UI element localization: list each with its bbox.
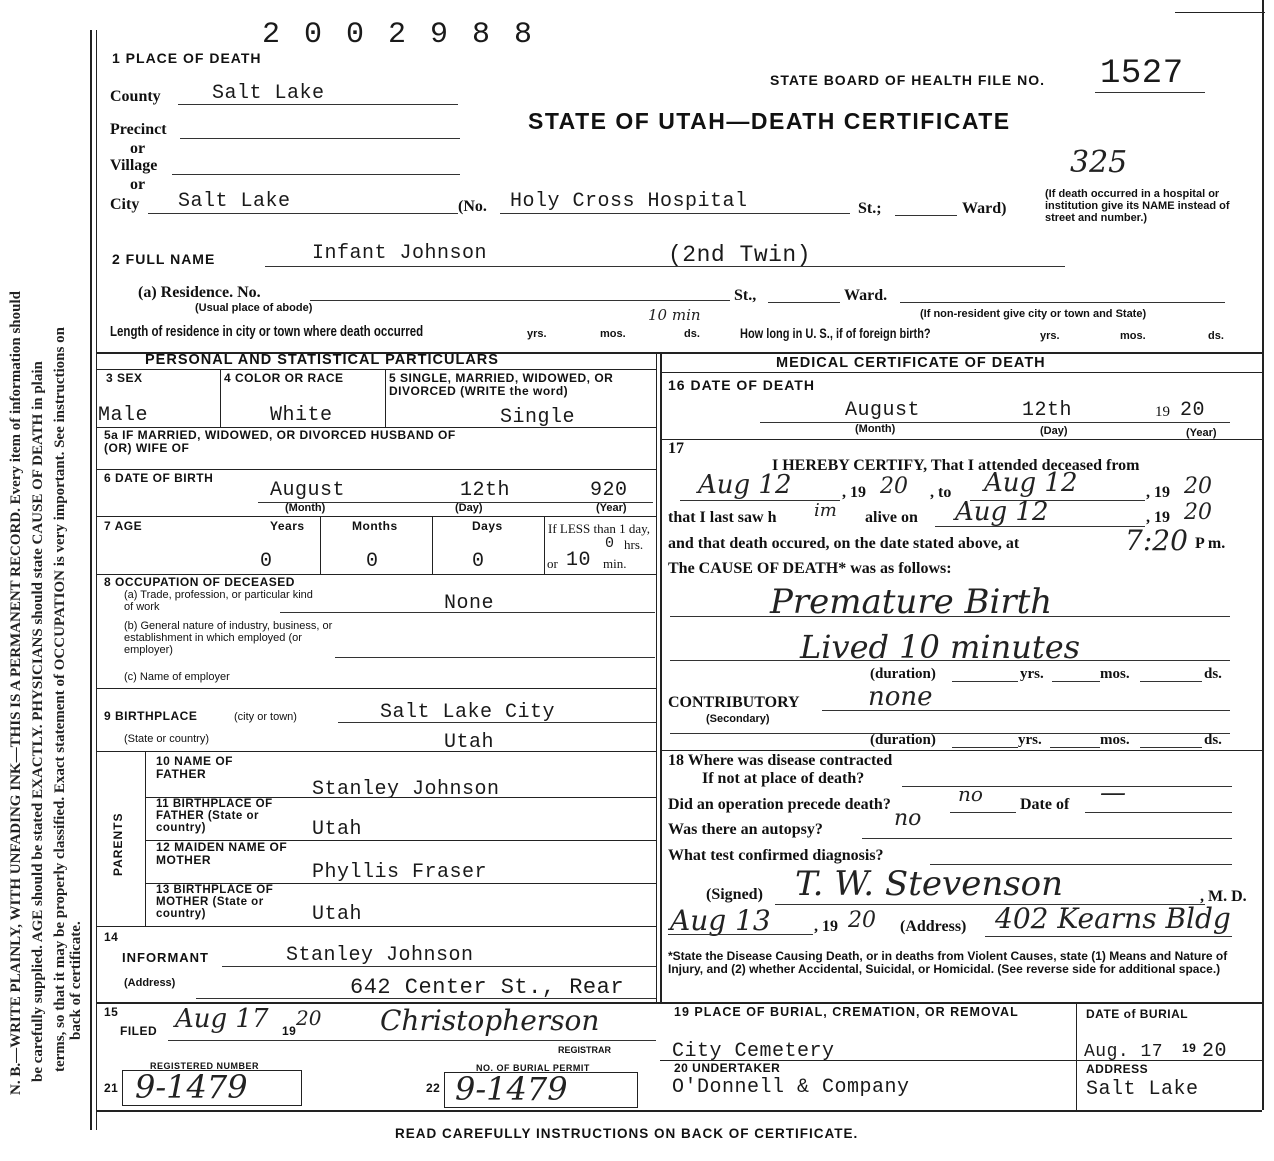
burial-year: 20: [1202, 1040, 1228, 1063]
street-label: St.;: [858, 200, 882, 217]
date-of-label: Date of: [1020, 796, 1070, 813]
file-no-label: STATE BOARD OF HEALTH FILE NO.: [770, 72, 1045, 88]
duration-yrs-underline: [952, 681, 1018, 682]
q18-label: 18 Where was disease contracted: [668, 752, 893, 769]
occupation-b-label: (b) General nature of industry, business, or establishment in which employed (or employer): [124, 620, 333, 656]
parents-label: PARENTS: [111, 812, 125, 876]
undertaker-address-value: Salt Lake: [1086, 1078, 1199, 1101]
us-residence-label: How long in U. S., if of foreign birth?: [740, 326, 931, 342]
village-underline: [172, 174, 460, 175]
margin-instruction-line4: back of certificate.: [68, 921, 84, 1040]
row8-bottom-line: [96, 688, 656, 689]
alive-year: 20: [1184, 500, 1212, 525]
cause-label: The CAUSE OF DEATH* was as follows:: [668, 560, 952, 577]
row17-bottom-line: [660, 750, 1262, 751]
from-19: , 19: [842, 484, 866, 501]
medical-title-line: [660, 372, 1262, 373]
informant-number: 14: [104, 930, 119, 944]
age-years-caption: Years: [270, 519, 305, 533]
length-yrs-label: yrs.: [527, 328, 547, 340]
occupation-b-underline: [335, 657, 655, 658]
certify-number: 17: [668, 440, 684, 457]
autopsy-label: Was there an autopsy?: [668, 821, 823, 838]
personal-title-line: [96, 369, 656, 370]
city-underline: [148, 213, 458, 214]
color-label: 4 COLOR OR RACE: [224, 371, 344, 385]
hospital-value: Holy Cross Hospital: [510, 190, 748, 213]
filed-underline: [168, 1040, 656, 1041]
occupation-a-label: (a) Trade, profession, or particular kind of work: [124, 589, 313, 613]
mother-name-value: Phyllis Fraser: [312, 861, 488, 884]
sex-label: 3 SEX: [106, 371, 143, 385]
registered-number-value: 9-1479: [135, 1068, 248, 1106]
us-yrs-label: yrs.: [1040, 330, 1060, 342]
grid-bottom-line: [96, 1110, 1262, 1112]
contributory-label: CONTRIBUTORY: [668, 694, 800, 711]
footer-instructions: READ CAREFULLY INSTRUCTIONS ON BACK OF CERTIFICATE.: [395, 1126, 859, 1141]
burial-date-value: Aug. 17: [1084, 1042, 1164, 1062]
from-year: 20: [880, 474, 908, 499]
occupation-a-underline: [280, 612, 655, 613]
filed-number: 15: [104, 1005, 119, 1019]
burial-19: 19: [1182, 1041, 1197, 1055]
duration-label-1: (duration): [870, 666, 936, 682]
informant-label: INFORMANT: [122, 950, 209, 965]
handwritten-number: 325: [1070, 145, 1128, 180]
informant-underline: [222, 966, 656, 967]
length-residence-label: Length of residence in city or town where death occurred: [110, 324, 424, 340]
autopsy-underline: [862, 838, 1232, 839]
registered-number-prefix: 21: [104, 1081, 119, 1095]
ward-underline: [895, 215, 957, 216]
marital-value: Single: [500, 406, 576, 429]
full-name-underline: [265, 266, 1065, 267]
informant-address-value: 642 Center St., Rear: [350, 975, 625, 1000]
contributory-underline: [822, 710, 1230, 711]
death-occurred-text: and that death occured, on the date stated above, at: [668, 535, 1020, 552]
dod-underline: [760, 422, 1230, 423]
dob-label: 6 DATE OF BIRTH: [104, 471, 214, 485]
signed-address-value: 402 Kearns Bldg: [995, 902, 1231, 935]
duration-ds-2: ds.: [1204, 732, 1222, 748]
dod-day-caption: (Day): [1040, 425, 1068, 437]
burial-place-label: 19 PLACE OF BURIAL, CREMATION, OR REMOVAL: [674, 1005, 1019, 1019]
death-time-pm: P m.: [1195, 535, 1226, 552]
place-of-death-label: 1 PLACE OF DEATH: [112, 50, 262, 66]
father-birthplace-value: Utah: [312, 818, 363, 841]
precinct-underline: [180, 138, 460, 139]
duration2-ds-underline: [1140, 747, 1202, 748]
father-birthplace-label: 11 BIRTHPLACE OF FATHER (State or country): [156, 798, 273, 834]
age-hrs-label: hrs.: [624, 537, 644, 552]
signed-date-underline: [668, 934, 813, 935]
precinct-label: Precinct: [110, 121, 167, 138]
attended-to-date: Aug 12: [984, 468, 1078, 498]
undertaker-label: 20 UNDERTAKER: [674, 1061, 781, 1075]
age-label: 7 AGE: [104, 519, 143, 533]
dod-year-caption: (Year): [1186, 427, 1217, 439]
alive-underline: [935, 526, 1145, 527]
age-months-value: 0: [366, 550, 379, 573]
residence-underline: [310, 300, 730, 301]
age-hrs-value: 0: [605, 535, 615, 552]
sex-divider: [220, 369, 221, 427]
length-mos-label: mos.: [600, 328, 626, 340]
certify-text: I HEREBY CERTIFY, That I attended deceased from: [772, 457, 1140, 474]
age-days-value: 0: [472, 550, 485, 573]
q18-sub-label: If not at place of death?: [702, 770, 865, 787]
birthplace-city-underline: [338, 722, 656, 723]
cause-line-2: Lived 10 minutes: [800, 628, 1081, 666]
residence-ward-label: Ward.: [844, 287, 888, 304]
residence-nonres-underline: [900, 302, 1225, 303]
duration-label-2: (duration): [870, 732, 936, 748]
margin-instruction-line2: be carefully supplied. AGE should be stated EXACTLY. PHYSICIANS should state CAUSE OF DEATH in plain: [30, 361, 46, 1082]
birthplace-city-value: Salt Lake City: [380, 701, 556, 724]
row13-bottom-line: [96, 926, 656, 927]
length-ds-label: ds.: [684, 328, 700, 340]
dod-label: 16 DATE OF DEATH: [668, 377, 815, 393]
twin-note: (2nd Twin): [668, 242, 812, 268]
marital-label: 5 SINGLE, MARRIED, WIDOWED, OR DIVORCED (WRITE the word): [389, 371, 614, 398]
age-div-3: [544, 516, 545, 574]
age-min-value: 10: [566, 549, 592, 572]
md-label: , M. D.: [1200, 888, 1247, 905]
undertaker-address-label: ADDRESS: [1086, 1062, 1149, 1076]
age-less-label: If LESS than 1 day,: [548, 521, 651, 536]
alive-date: Aug 12: [955, 497, 1049, 527]
or-label-2: or: [130, 176, 146, 193]
duration-mos-underline: [1052, 681, 1100, 682]
mother-birthplace-value: Utah: [312, 903, 363, 926]
birthplace-label: 9 BIRTHPLACE: [104, 709, 198, 723]
duration2-yrs-underline: [952, 747, 1018, 748]
occupation-value: None: [444, 592, 495, 615]
last-saw-handwritten: im: [814, 500, 837, 521]
father-name-label: 10 NAME OF FATHER: [156, 754, 234, 781]
physician-signature: T. W. Stevenson: [795, 864, 1064, 904]
date-of-underline: [1085, 812, 1232, 813]
age-years-value: 0: [260, 550, 273, 573]
contributory-underline-2: [670, 733, 1230, 734]
age-min-label: min.: [603, 556, 627, 571]
registrar-label: REGISTRAR: [558, 1045, 612, 1055]
filed-date: Aug 17: [175, 1004, 269, 1034]
spouse-label: 5a IF MARRIED, WIDOWED, OR DIVORCED HUSBAND OF (OR) WIFE OF: [104, 428, 456, 455]
grid-middle-divider: [660, 352, 662, 1002]
county-label: County: [110, 88, 161, 105]
attended-from-date: Aug 12: [698, 470, 792, 500]
duration-mos-2: mos.: [1100, 732, 1130, 748]
to-19: , 19: [1146, 484, 1170, 501]
q18-underline: [902, 786, 1232, 787]
secondary-label: (Secondary): [706, 713, 770, 725]
dod-year: 20: [1180, 399, 1206, 422]
signed-date: Aug 13: [670, 904, 771, 937]
filed-year: 20: [296, 1006, 322, 1030]
informant-address-label: (Address): [124, 977, 176, 989]
age-days-caption: Days: [472, 519, 503, 533]
registered-number-label: REGISTERED NUMBER: [150, 1061, 260, 1071]
mother-name-label: 12 MAIDEN NAME OF MOTHER: [156, 840, 288, 867]
dob-month: August: [270, 479, 346, 502]
age-months-caption: Months: [352, 519, 398, 533]
dob-month-caption: (Month): [285, 502, 326, 514]
residence-label: (a) Residence. No.: [138, 284, 261, 301]
nonresident-note: (If non-resident give city or town and State): [920, 308, 1147, 320]
margin-instruction-line1: N. B.—WRITE PLAINLY, WITH UNFADING INK—THIS IS A PERMANENT RECORD. Every item of information should: [8, 291, 24, 1095]
informant-value: Stanley Johnson: [286, 944, 474, 967]
row5a-bottom-line: [96, 469, 656, 470]
us-ds-label: ds.: [1208, 330, 1224, 342]
burial-permit-value: 9-1479: [455, 1070, 568, 1108]
signed-address-underline: [985, 936, 1232, 937]
dob-year-caption: (Year): [596, 502, 627, 514]
birthplace-state-caption: (State or country): [124, 733, 209, 745]
county-underline: [178, 104, 458, 105]
ward-label: Ward): [962, 200, 1007, 217]
to-label: , to: [930, 484, 952, 501]
grid-middle-divider-inner: [656, 352, 657, 1002]
cause-footnote: *State the Disease Causing Death, or in deaths from Violent Causes, state (1) Means and Nature of Injury, and (2) whether Accidental, Suicidal, or Homicidal. (See reverse side for additional space.): [668, 949, 1228, 976]
file-no-underline: [1095, 92, 1205, 93]
row9-bottom-line: [96, 751, 656, 752]
right-border: [1262, 0, 1264, 1110]
street-no-label: (No.: [458, 198, 487, 215]
file-number: 1527: [1100, 55, 1184, 93]
or-label-1: or: [130, 140, 146, 157]
mother-birthplace-label: 13 BIRTHPLACE OF MOTHER (State or country): [156, 884, 274, 920]
to-year: 20: [1184, 474, 1212, 499]
dob-day-caption: (Day): [455, 502, 483, 514]
color-divider: [385, 369, 386, 427]
test-label: What test confirmed diagnosis?: [668, 847, 884, 864]
top-corner-line: [1175, 12, 1265, 13]
signed-label: (Signed): [706, 886, 763, 903]
birthplace-state-value: Utah: [444, 731, 495, 754]
dod-month: August: [845, 399, 921, 422]
age-or-label: or: [547, 556, 558, 571]
contributory-value: none: [868, 682, 933, 712]
signed-address-label: (Address): [900, 918, 967, 935]
duration2-mos-underline: [1050, 747, 1100, 748]
length-handwritten: 10 min: [648, 306, 701, 324]
signed-year: 20: [848, 908, 876, 933]
alive-19: , 19: [1146, 509, 1170, 526]
personal-section-title: PERSONAL AND STATISTICAL PARTICULARS: [145, 352, 499, 368]
dod-month-caption: (Month): [855, 423, 896, 435]
burial-place-value: City Cemetery: [672, 1040, 835, 1063]
operation-label: Did an operation precede death?: [668, 796, 891, 813]
cause-line-1: Premature Birth: [770, 582, 1053, 622]
age-div-2: [432, 516, 433, 574]
filed-label: FILED: [120, 1024, 158, 1038]
burial-permit-prefix: 22: [426, 1081, 441, 1095]
dob-year: 920: [590, 479, 628, 502]
margin-instruction-line3: terms, so that it may be properly classified. Exact statement of OCCUPATION is very important. See instructions on: [52, 327, 68, 1072]
burial-divider: [1076, 1002, 1077, 1110]
hospital-note: (If death occurred in a hospital or institution give its NAME instead of street and number.): [1045, 188, 1230, 224]
informant-address-underline: [196, 998, 656, 999]
occupation-label: 8 OCCUPATION OF DECEASED: [104, 575, 295, 589]
sex-value: Male: [98, 404, 149, 427]
top-stamp-number: 2 0 0 2 9 8 8: [262, 18, 536, 52]
hospital-underline: [500, 213, 850, 214]
cause-underline-1: [670, 616, 1230, 617]
occupation-c-label: (c) Name of employer: [124, 671, 230, 683]
row14-bottom-line: [96, 1002, 1262, 1004]
duration-mos-1: mos.: [1100, 666, 1130, 682]
autopsy-value: no: [894, 806, 922, 831]
signed-19: , 19: [814, 918, 838, 935]
city-value: Salt Lake: [178, 190, 291, 213]
dod-day: 12th: [1022, 399, 1073, 422]
duration-yrs-2: yrs.: [1018, 732, 1042, 748]
city-label: City: [110, 196, 140, 213]
row16-bottom-line: [660, 439, 1262, 440]
full-name-value: Infant Johnson: [312, 242, 488, 265]
filed-19: 19: [282, 1024, 297, 1038]
father-name-value: Stanley Johnson: [312, 778, 500, 801]
residence-ward-underline: [768, 302, 840, 303]
parents-divider: [145, 751, 146, 926]
alive-text: alive on: [865, 509, 918, 526]
burial-permit-label: NO. OF BURIAL PERMIT: [476, 1063, 590, 1073]
undertaker-value: O'Donnell & Company: [672, 1076, 910, 1099]
row6-bottom-line: [96, 516, 656, 517]
duration-yrs-1: yrs.: [1020, 666, 1044, 682]
medical-section-title: MEDICAL CERTIFICATE OF DEATH: [776, 355, 1046, 371]
operation-underline: [950, 812, 1016, 813]
operation-value: no: [958, 782, 983, 806]
left-border: [90, 30, 92, 1130]
abode-note: (Usual place of abode): [195, 302, 313, 314]
duration-ds-underline: [1140, 681, 1202, 682]
full-name-label: 2 FULL NAME: [112, 251, 216, 267]
left-border-inner: [96, 30, 97, 1130]
age-div-1: [320, 516, 321, 574]
registrar-signature: Christopherson: [380, 1004, 600, 1037]
county-value: Salt Lake: [212, 82, 325, 105]
village-label: Village: [110, 157, 158, 174]
dob-day: 12th: [460, 479, 511, 502]
birthplace-city-caption: (city or town): [234, 711, 297, 723]
last-saw-text: that I last saw h: [668, 509, 777, 526]
date-of-value: —: [1100, 778, 1126, 808]
cause-underline-2: [670, 660, 1230, 661]
burial-date-label: DATE of BURIAL: [1086, 1007, 1189, 1021]
certificate-title: STATE OF UTAH—DEATH CERTIFICATE: [528, 108, 1011, 134]
dod-19: 19: [1155, 404, 1170, 420]
duration-ds-1: ds.: [1204, 666, 1222, 682]
residence-st-label: St.,: [734, 287, 757, 304]
color-value: White: [270, 404, 333, 427]
death-time: 7:20: [1125, 524, 1188, 557]
us-mos-label: mos.: [1120, 330, 1146, 342]
